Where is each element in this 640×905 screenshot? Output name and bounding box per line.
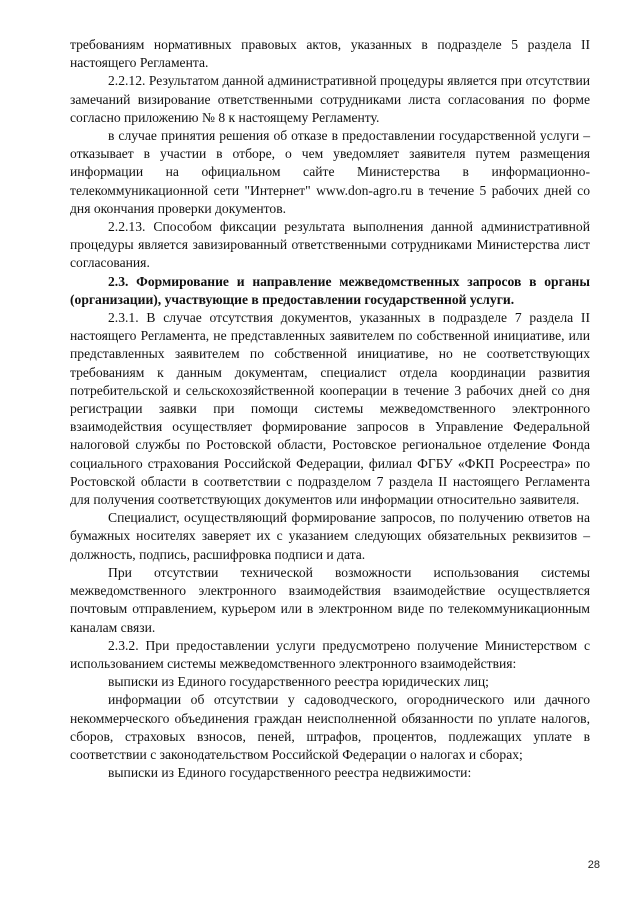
document-body — [70, 36, 590, 782]
page-number: 28 — [587, 859, 600, 871]
paragraph-2-3-1: 2.3.1. В случае отсутствия документов, указанных в подразделе 7 раздела II настоящего Регламента, не представленных заявителем по собственной инициативе, или представленных заявителем по собственной инициативе, но не соответствующих требованиям к данным документам, специалист отдела координации развития потребительской и сельскохозяйственной кооперации в течение 3 рабочих дней со дня регистрации заявки при помощи системы межведомственного электронного взаимодействия осуществляет формирование запросов в Управление Федеральной налоговой службы по Ростовской области, Ростовское региональное отделение Фонда социального страхования Российской Федерации, филиал ФГБУ «ФКП Росреестра» по Ростовской области в соответствии с подразделом 7 раздела II настоящего Регламента для получения соответствующих документов или информации относительно заявителя. — [70, 310, 590, 508]
list-item-egrn-extract: выписки из Единого государственного реестра недвижимости: — [108, 765, 472, 781]
paragraph-specialist: Специалист, осуществляющий формирование запросов, по получению ответов на бумажных носителях заверяет их с указанием следующих обязательных реквизитов – должность, подпись, расшифровка подписи и дата. — [70, 510, 590, 562]
paragraph-refusal-case: в случае принятия решения об отказе в предоставлении государственной услуги – отказывает в участии в отборе, о чем уведомляет заявителя путем размещения информации на официальном сайте Министерства в информационно-телекоммуникационной сети "Интернет" www.don-agro.ru в течение 5 рабочих дней со дня окончания проверки документов. — [70, 128, 590, 216]
list-item-tax-info: информации об отсутствии у садоводческого, огороднического или дачного некоммерческого объединения граждан неисполненной обязанности по уплате налогов, сборов, страховых взносов, пеней, штрафов, процентов, подлежащих уплате в соответствии с законодательством Российской Федерации о налогах и сборах; — [70, 692, 590, 762]
paragraph-2-2-13: 2.2.13. Способом фиксации результата выполнения данной административной процедуры является завизированный ответственными сотрудниками Министерства лист согласования. — [70, 219, 590, 271]
paragraph-continuation: требованиям нормативных правовых актов, указанных в подразделе 5 раздела II настоящего Регламента. — [70, 37, 590, 71]
paragraph-no-technical-capability: При отсутствии технической возможности использования системы межведомственного электронного взаимодействия взаимодействие осуществляется почтовым отправлением, курьером или в электронном виде по телекоммуникационным каналам связи. — [70, 564, 590, 635]
paragraph-2-2-12: 2.2.12. Результатом данной административной процедуры является при отсутствии замечаний визирование ответственными сотрудниками листа согласования по форме согласно приложению № 8 к настоящему Регламенту. — [70, 73, 590, 125]
section-heading-2-3: 2.3. Формирование и направление межведомственных запросов в органы (организации), участвующие в предоставлении государственной услуги. — [70, 273, 590, 307]
list-item-egrul-extract: выписки из Единого государственного реестра юридических лиц; — [108, 674, 489, 690]
paragraph-2-3-2: 2.3.2. При предоставлении услуги предусмотрено получение Министерством с использованием системы межведомственного электронного взаимодействия: — [70, 637, 590, 671]
